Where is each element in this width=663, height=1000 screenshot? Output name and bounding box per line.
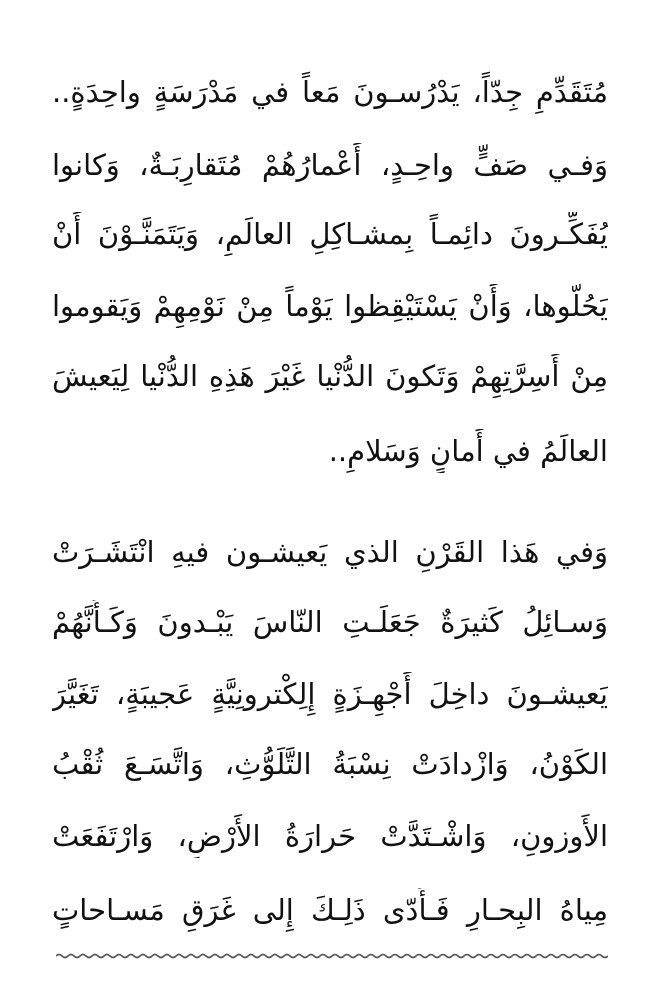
paragraph-1-line-5: مِنْ أَسِرَّتِهِمْ وَتَكونَ الدُّنْيا غَيْرَ هَذِهِ الدُّنْيا لِيَعيشَ: [52, 359, 608, 393]
paragraph-2-line-3: يَعيشـونَ داخِلَ أَجْهِـزَةٍ إِلِكْترونِيَّةٍ عَجيبَةٍ، تَغَيَّرَ: [52, 677, 608, 711]
paragraph-1-line-1: مُتَقَدِّمٍ جِدّاً، يَدْرُسـونَ مَعاً في مَدْرَسَةٍ واحِدَةٍ..: [52, 75, 608, 109]
wavy-divider: [56, 948, 608, 962]
paragraph-2-line-6: مِياهُ البِحـارِ فَـأَدّى ذَلِـكَ إِلى غَرَقِ مَسـاحاتٍ: [52, 893, 608, 927]
paragraph-2-line-4: الكَوْنُ، وَازْدادَتْ نِسْبَةُ التَّلَوُّثِ، وَاتَّسَـعَ ثُقْبُ: [52, 747, 608, 781]
paragraph-1-line-3: يُفَكِّـرونَ دائِمـاً بِمشـاكِلِ العالَمِ، وَيَتَمَنَّـوْنَ أَنْ: [52, 217, 608, 251]
paragraph-1-line-6: العالَمُ في أَمانٍ وَسَلامٍ..: [328, 434, 608, 468]
paragraph-2-line-2: وَسـائِلُ كَثيرَةٌ جَعَلَـتِ النّاسَ يَبْـدونَ وَكَـأَنَّهُمْ: [52, 605, 608, 639]
paragraph-1-line-2: وَفـي صَفٍّ واحِـدٍ، أَعْمارُهُمْ مُتَقارِبَـةٌ، وَكانوا: [52, 148, 608, 182]
paragraph-2-line-5: الأَوزونِ، وَاشْـتَدَّتْ حَرارَةُ الأَرْضِ، وَارْتَفَعَتْ: [52, 819, 608, 853]
paragraph-1-line-4: يَحُلُّوها، وَأَنْ يَسْتَيْقِظوا يَوْماً مِنْ نَوْمِهِمْ وَيَقوموا: [52, 289, 608, 323]
paragraph-2-line-1: وَفي هَذا القَرْنِ الذي يَعيشـون فيهِ انْتَشَـرَتْ: [52, 535, 608, 569]
